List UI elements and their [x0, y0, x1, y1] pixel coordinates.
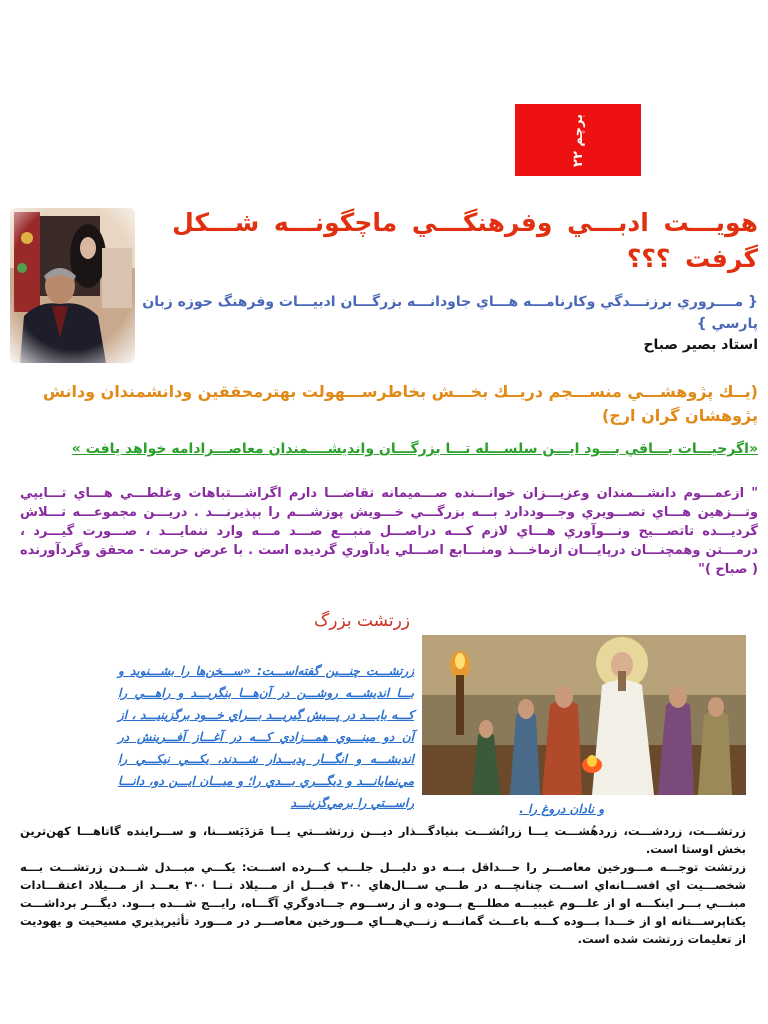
- zoroaster-quote: زرتشـــت چنـــين گفته‌اســـت: «ســـخن‌ها را بشـــنويد و بـــا انديشـــه روشـــن در آن‌هـــا بنگريـــد و راهـــي را كـــه بايـــد در پـــيش گيريـــد بـــراي خـــود برگزينيـــد ، از آن دو مينـــوي همـــزادي كـــه در آغـــاز آفـــرينش در انديشـــه و انگـــار پديـــدار شـــدند، يكـــي نيكـــي را مي‌نمايانـــد و ديگـــري بـــدي را؛ و ميـــان ايـــن دو، دانـــا راســـتي را برمي‌گزينـــد: [118, 664, 414, 810]
- series-note: «اگرحيـــات بـــاقي بـــود ايـــن سلســـله تـــا بزرگـــان وانديشــــمندان معاصـــرادامه خواهد يافت »: [71, 441, 758, 457]
- subtitle: { مــــروري برزنـــدگي وكارنامـــه هـــاي جاودانـــه بزرگـــان ادبيـــات وفرهنگ حوزه زبان پارسي }: [142, 294, 758, 332]
- page-title: هويـــت ادبـــي وفرهنگـــي ماچگونـــه شـــكل گرفت ؟؟؟: [172, 208, 758, 273]
- zoroaster-painting: [422, 635, 746, 795]
- logo-badge: [515, 104, 641, 176]
- logo-badge-text: برچم ۲۲: [570, 113, 586, 167]
- research-headline: (يــك پژوهشـــي منســـجم دريــك بخـــش بخاطرســـهولت بهترمحققين ودانشمندان ودانش پژوهشان گران ارج): [42, 382, 758, 425]
- body-paragraph: زرتشـــت، زردشـــت، زردهُشـــت يـــا زراتُشـــت بنيادگـــذار ديـــن زرتشـــتي يـــا مَزدَيَســـنا، و ســـراينده گاتاهـــا كهن‌ترين بخش اوستا است.: [20, 824, 746, 856]
- article-body: [20, 822, 746, 948]
- zoroaster-quote-ending: و نادان دروغ را .: [519, 802, 604, 816]
- body-paragraph: زرتشت توجـــه مـــورخين معاصـــر را حـــداقل بـــه دو دليـــل جلـــب كـــرده اســـت: يكـــي مبـــدل شـــدن زرتشـــت بـــه شخصـــيت اي افســـانه‌اي اســـت چنانچـــه در طـــي ســـال‌هاي ۳۰۰ قبـــل از مـــيلاد تـــا ۳۰۰ بعـــد از مـــيلاد اعتقـــادات مبنـــي بـــر اينكـــه او از علـــوم غيبيـــه مطلـــع بـــوده و از رســـوم جـــادوگري آگـــاه، رايـــج شـــده بـــود. ديگـــر برداشـــت يكتاپرســـتانه او از خـــدا بـــوده كـــه باعـــث گمانـــه زنـــي‌هـــاي مـــورخين معاصـــر در مـــورد تأثيرپذيري مسيحيت و يهوديت از تعليمات زرتشت شده است.: [20, 860, 747, 946]
- section-title: زرتشت بزرگ: [314, 611, 410, 631]
- intro-paragraph: " ازعمـــوم دانشـــمندان وعزيـــزان خوانـــنده صـــميمانه تقاضـــا دارم اگراشـــتباهات وغلطـــي هـــاي تـــايپي وتـــزهين هـــاي تصـــويري وجـــوددارد بـــه بزرگـــي خـــويش پوزشـــم را بپذيرنـــد . دريـــن مجموعـــه تـــلاش گرديـــده تاتصـــيح ونـــوآوري هـــاي لازم كـــه دراصـــل منبـــع صـــد مـــه وارد ننمايـــد ، صـــورت گيـــرد ، درمـــتن وهمچنـــان درپايـــان ازماخـــذ ومنـــابع اصـــلي يادآوري گرديده است . با عرض حرمت - محقق وگردآورنده ( صباح )": [20, 486, 758, 577]
- author-name: استاد بصير صباح: [643, 337, 758, 353]
- author-photo: [10, 208, 135, 363]
